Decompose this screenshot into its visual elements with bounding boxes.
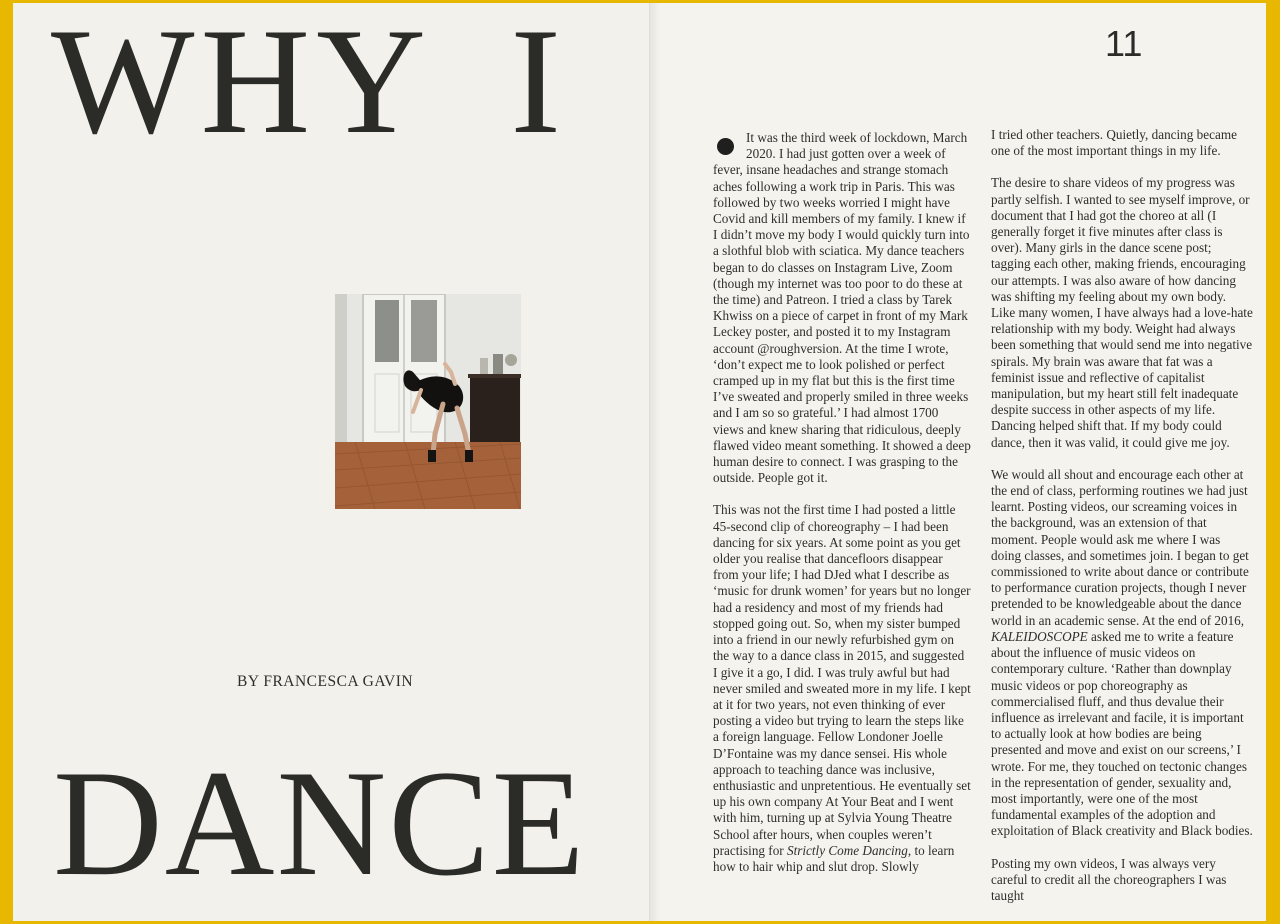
paragraph: We would all shout and encourage each other at the end of class, performing routines we had just learnt. Posting videos, our screaming voices in the background, was an extension of that moment. People would ask me where I was doing classes, and sometimes join. I began to get commissioned to write about dance or contribute to performance curation projects, though I never pretended to be knowledgeable about the dance world in an academic sense. At the end of 2016, KALEIDOSCOPE asked me to write a feature about the influence of music videos on contemporary culture. ‘Rather than downplay music videos or pop choreography as commercialised fluff, and thus devalue their influence as irrelevant and facile, it is important to actually look at how bodies are being presented and move and exist on our screens,’ I wrote. For me, they touched on tectonic changes in the representation of gender, sexuality and, most importantly, were one of the most fundamental examples of the adoption and exploitation of Black creativity and Black bodies. — [991, 466, 1253, 839]
right-page — [650, 3, 1266, 921]
article-column-1 — [713, 130, 971, 891]
paragraph: It was the third week of lockdown, March 2020. I had just gotten over a week of fever, insane headaches and strange stomach aches following a work trip in Paris. This was followed by two weeks worried I might have Covid and kill members of my family. I knew if I didn’t move my body I would quickly turn into a slothful blob with sciatica. My dance teachers began to do classes on Instagram Live, Zoom (though my internet was too poor to do these at the time) and Patreon. I tried a class by Tarek Khwiss on a piece of carpet in front of my Mark Leckey poster, and posted it to my Instagram account @roughversion. At the time I wrote, ‘don’t expect me to look polished or perfect cramped up in my flat but this is the first time I’ve sweated and properly smiled in three weeks and I am so so grateful.’ I had almost 1700 views and knew sharing that ridiculous, deeply flawed video meant something. It showed a deep human desire to connect. I was grasping to the outside. People got it. — [713, 130, 971, 486]
dancer-photo-image — [335, 294, 521, 509]
italic-title: Strictly Come Dancing — [786, 842, 908, 858]
paragraph: The desire to share videos of my progress was partly selfish. I wanted to see myself improve, or document that I had got the choreo at all (I generally forget it five minutes after class is over). Many girls in the dance scene post; tagging each other, making friends, encouraging our attempts. I was also aware of how dancing was shifting my feeling about my own body. Like many women, I have always had a love-hate relationship with my body. Weight had always been something that would send me into negative spirals. My brain was aware that fat was a feminist issue and reflective of capitalist manipulation, but my heart still felt inadequate despite success in other aspects of my life. Dancing helped shift that. If my body could dance, then it was valid, it could give me joy. — [991, 175, 1253, 450]
page-number: 11 — [1105, 23, 1143, 64]
title-dance: DANCE — [53, 739, 587, 907]
title-why-i: WHY I — [51, 0, 567, 165]
paragraph: I tried other teachers. Quietly, dancing became one of the most important things in my life. — [991, 127, 1237, 159]
left-page — [13, 0, 650, 921]
dancer-photo — [335, 294, 521, 509]
paragraph: Posting my own videos, I was always very careful to credit all the choreographers I was taught — [991, 855, 1227, 903]
byline: BY FRANCESCA GAVIN — [237, 673, 414, 690]
page-gutter-shadow — [650, 3, 660, 921]
italic-title: KALEIDOSCOPE — [991, 628, 1088, 644]
article-column-2 — [991, 127, 1253, 920]
bullet-dot-icon — [717, 138, 734, 155]
paragraph: This was not the first time I had posted a little 45-second clip of choreography – I had been dancing for six years. At some point as you get older you realise that dancefloors disappear from your life; I had DJed what I describe as ‘music for drunk women’ for years but no longer had a residency and most of my friends had stopped going out. So, when my sister bumped into a friend in our newly refurbished gym on the way to a dance class in 2015, and suggested I give it a go, I did. I was truly awful but had never smiled and sweated more in my life. I kept at it for two years, not even thinking of ever posting a video but trying to learn the steps like a foreign language. Fellow Londoner Joelle D’Fontaine was my dance sensei. His whole approach to teaching dance was inclusive, enthusiastic and unpretentious. He eventually set up his own company At Your Beat and I went with him, turning up at Sylvia Young Theatre School after hours, when couples weren’t practising for Strictly Come Dancing, to learn how to hair whip and slut drop. Slowly — [713, 502, 971, 874]
